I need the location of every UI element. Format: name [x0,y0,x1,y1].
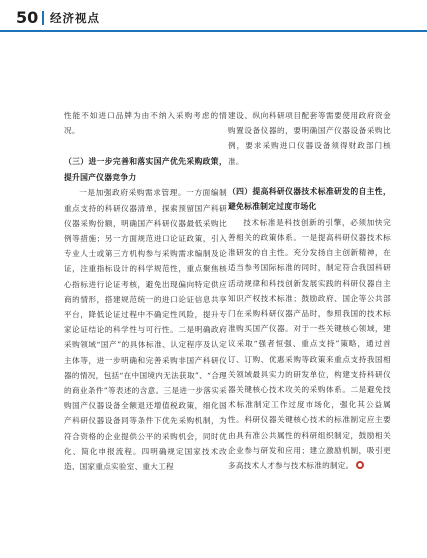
left-paragraph-continuation: 性能不如进口品牌为由不纳入采购考虑的情况。 [64,111,227,136]
header-rule [0,30,427,32]
header-divider [42,11,44,25]
page-number: 50 [16,8,39,27]
right-column [228,108,391,473]
left-paragraph-body: 一是加强政府采购需求管理。一方面编制重点支持的科研仪器清单，探索预留国产科研仪器采购份额，明确国产科研仪器最低采购比例等措施；另一方面规范进口论证政策，引入专业人士或第三方机构参与采购需求编制及论证，注重指标设计的科学规范性，重点聚焦核心指标进行论证考核，避免出现偏向特定供应商的情形，搭建规范统一的进口论证信息共享平台，降低论证过程中不确定性风险，提升专家论证结论的科学性与可行性。二是明确政府采购领域“国产”的具体标准、认定程序及认定主体等，进一步明确和完善采购非国产科研仪器的情况，包括“在中国境内无法获取”、“合理的商业条件”等表述的含意。三是进一步落实采购国产仪器设备全额退还增值税政策，细化国产科研仪器设备同等条件下优先采购机制，为符合资格的企业提供公平的采购机会，同时优化、简化申报流程。四明确规定国家技术改造、国家重点实验室、重大工程 [64,188,227,472]
page-header [0,0,427,36]
subheading-4: （四）提高科研仪器技术标准研发的自主性，避免标准制定过度市场化 [228,186,391,212]
left-column [64,108,227,474]
right-paragraph-continuation: 建设、纵向科研项目配套等需要使用政府资金购置设备仪器的，要明确国产仪器设备采购比例，要求采购进口仪器设备须得财政部门核准。 [228,111,391,166]
subheading-3: （三）进一步完善和落实国产优先采购政策，提升国产仪器竞争力 [64,157,227,182]
article-end-icon [356,461,364,469]
right-paragraph-body [228,215,391,473]
section-title: 经济视点 [50,11,100,25]
right-paragraph-text: 技术标准是科技创新的引擎，必须加快完善相关的政策体系。一是提高科研仪器技术标准研发的自主性。充分发扬自主创新精神，在适当参考国际标准的同时，制定符合我国科研活动规律和科技创新发展实践的科研仪器自主知识产权技术标准；鼓励政府、国企等公共部门在采购科研仪器产品时，参照我国的技术标准购买国产仪器。对于一些关键核心领域，建议采取“强者恒强、重点支持”策略，通过首订、订购、优惠采购等政策来重点支持我国相关领域最具实力的研发单位，构建支持科研仪器关键核心技术攻关的采购体系。二是避免技术标准制定工作过度市场化，强化其公益属性。科研仪器关键核心技术的标准制定应主要由具有准公共属性的科研组织制定，鼓励相关企业参与研发和应用；建立激励机制，吸引更多高技术人才参与技术标准的制定。 [228,217,391,471]
